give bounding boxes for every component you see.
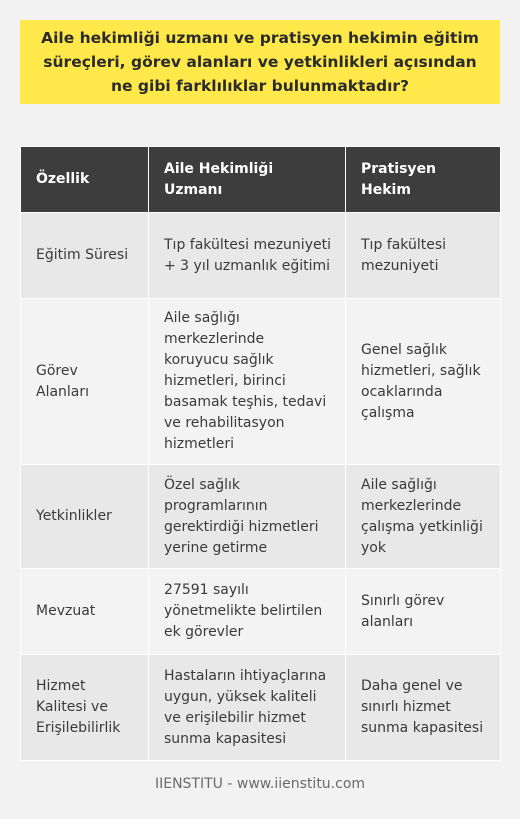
table-row [21, 213, 501, 299]
row-label: Eğitim Süresi [21, 213, 149, 299]
cell-general-practitioner: Tıp fakültesi mezuniyeti [346, 213, 501, 299]
cell-general-practitioner: Sınırlı görev alanları [346, 569, 501, 655]
footer-credit: IIENSTITU - www.iienstitu.com [154, 776, 366, 792]
table-row [21, 569, 501, 655]
cell-family-medicine: Özel sağlık programlarının gerektirdiği hizmetleri yerine getirme [149, 465, 346, 569]
row-label: Mevzuat [21, 569, 149, 655]
table-row [21, 299, 501, 465]
cell-general-practitioner: Aile sağlığı merkezlerinde çalışma yetkinliği yok [346, 465, 501, 569]
cell-family-medicine: Aile sağlığı merkezlerinde koruyucu sağlık hizmetleri, birinci basamak teşhis, tedavi ve rehabilitasyon hizmetleri [149, 299, 346, 465]
row-label: Yetkinlikler [21, 465, 149, 569]
row-label: Görev Alanları [21, 299, 149, 465]
header-general-practitioner: Pratisyen Hekim [346, 147, 501, 213]
table-header-row [21, 147, 501, 213]
cell-general-practitioner: Genel sağlık hizmetleri, sağlık ocaklarında çalışma [346, 299, 501, 465]
cell-family-medicine: Hastaların ihtiyaçlarına uygun, yüksek kaliteli ve erişilebilir hizmet sunma kapasitesi [149, 655, 346, 761]
title-banner [20, 20, 500, 104]
header-family-medicine-specialist: Aile Hekimliği Uzmanı [149, 147, 346, 213]
cell-family-medicine: Tıp fakültesi mezuniyeti + 3 yıl uzmanlık eğitimi [149, 213, 346, 299]
table-row [21, 465, 501, 569]
cell-general-practitioner: Daha genel ve sınırlı hizmet sunma kapasitesi [346, 655, 501, 761]
table-row [21, 655, 501, 761]
cell-family-medicine: 27591 sayılı yönetmelikte belirtilen ek görevler [149, 569, 346, 655]
row-label: Hizmet Kalitesi ve Erişilebilirlik [21, 655, 149, 761]
page-title: Aile hekimliği uzmanı ve pratisyen hekimin eğitim süreçleri, görev alanları ve yetkinlikleri açısından ne gibi farklılıklar bulunmaktadır? [41, 29, 479, 95]
header-feature: Özellik [21, 147, 149, 213]
comparison-table [20, 146, 501, 761]
